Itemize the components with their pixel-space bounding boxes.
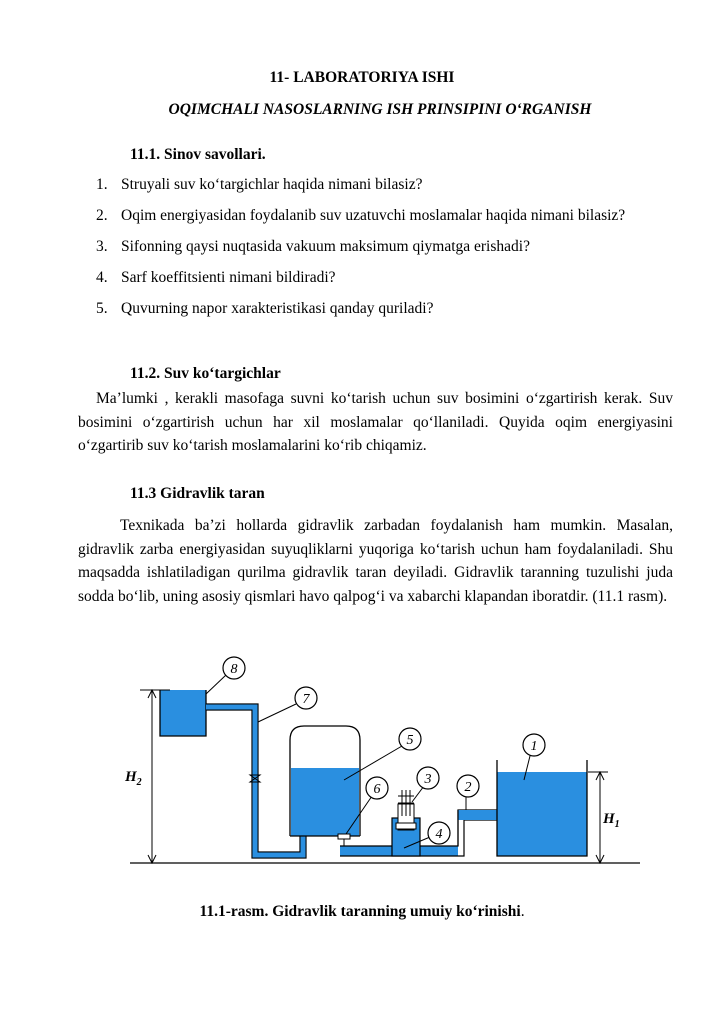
caption-text: 11.1-rasm. Gidravlik taranning umuiy ko‘rinishi: [199, 903, 521, 920]
h1-label: $H_1$: [603, 811, 620, 830]
question-text: Quvurning napor xarakteristikasi qanday quriladi?: [121, 300, 434, 317]
feed-pipe-water: [458, 810, 500, 820]
caption-period: .: [520, 903, 525, 920]
label-7: 7: [302, 692, 310, 707]
air-chamber-water: [291, 768, 359, 836]
label-4: 4: [435, 827, 443, 842]
callout-2: [457, 775, 479, 810]
label-3: 3: [424, 772, 432, 787]
list-number: 3.: [96, 238, 108, 255]
paragraph-water-lifters: Ma’lumki , kerakli masofaga suvni ko‘tarish uchun suv bosimini o‘zgartirish kerak. Suv bosimini o‘zgartirish uchun har xil moslamalar qo‘llaniladi. Quyida oqim energiyasini o‘zgartirib suv ko‘tarish moslamalarini ko‘rib chiqamiz.: [78, 390, 673, 455]
callout-7: [258, 687, 317, 722]
section-heading-questions: 11.1. Sinov savollari.: [130, 146, 266, 163]
list-number: 4.: [96, 269, 108, 286]
label-5: 5: [406, 733, 414, 748]
lab-title: 11- LABORATORIYA ISHI: [269, 69, 455, 86]
valve-seat: [396, 823, 416, 829]
callout-3: [412, 767, 439, 802]
list-item: [96, 297, 674, 320]
hydraulic-ram-diagram: [0, 640, 724, 880]
figure-caption: [0, 903, 724, 921]
lab-subtitle: OQIMCHALI NASOSLARNING ISH PRINSIPINI O‘RGANISH: [168, 101, 592, 118]
label-1: 1: [530, 739, 538, 754]
list-number: 1.: [96, 176, 108, 193]
question-text: Oqim energiyasidan foydalanib suv uzatuvchi moslamalar haqida nimani bilasiz?: [121, 207, 626, 224]
list-item: [96, 266, 674, 289]
label-2: 2: [464, 780, 472, 795]
question-text: Sarf koeffitsienti nimani bildiradi?: [121, 269, 336, 286]
list-item: [96, 204, 674, 227]
label-6: 6: [373, 782, 381, 797]
section-heading-water-lifters: 11.2. Suv ko‘targichlar: [130, 365, 281, 382]
list-item: [96, 173, 674, 196]
callout-8: [206, 657, 245, 694]
question-text: Struyali suv ko‘targichlar haqida nimani bilasiz?: [121, 176, 423, 193]
upper-tank-water: [160, 690, 206, 736]
list-number: 5.: [96, 300, 108, 317]
check-valve: [338, 834, 350, 839]
list-number: 2.: [96, 207, 108, 224]
paragraph-hydraulic-ram: Texnikada ba’zi hollarda gidravlik zarbadan foydalanish ham mumkin. Masalan, gidravlik zarba energiyasidan suyuqliklarni yuqoriga ko‘tarish uchun ham foydalaniladi. Shu maqsadda ishlatiladigan qurilma gidravlik taran deyiladi. Gidravlik taranning tuzulishi juda sodda bo‘lib, uning asosiy qismlari havo qalpog‘i va xabarchi klapandan iboratdir. (11.1 rasm).: [78, 517, 673, 605]
h2-label: $H_2$: [125, 769, 142, 788]
questions-list: [96, 173, 674, 328]
label-8: 8: [230, 662, 238, 677]
section-heading-hydraulic-ram: 11.3 Gidravlik taran: [130, 485, 265, 502]
list-item: [96, 235, 674, 258]
supply-tank-water: [497, 772, 587, 856]
delivery-pipe-water: [206, 707, 303, 855]
question-text: Sifonning qaysi nuqtasida vakuum maksimum qiymatga erishadi?: [121, 238, 530, 255]
